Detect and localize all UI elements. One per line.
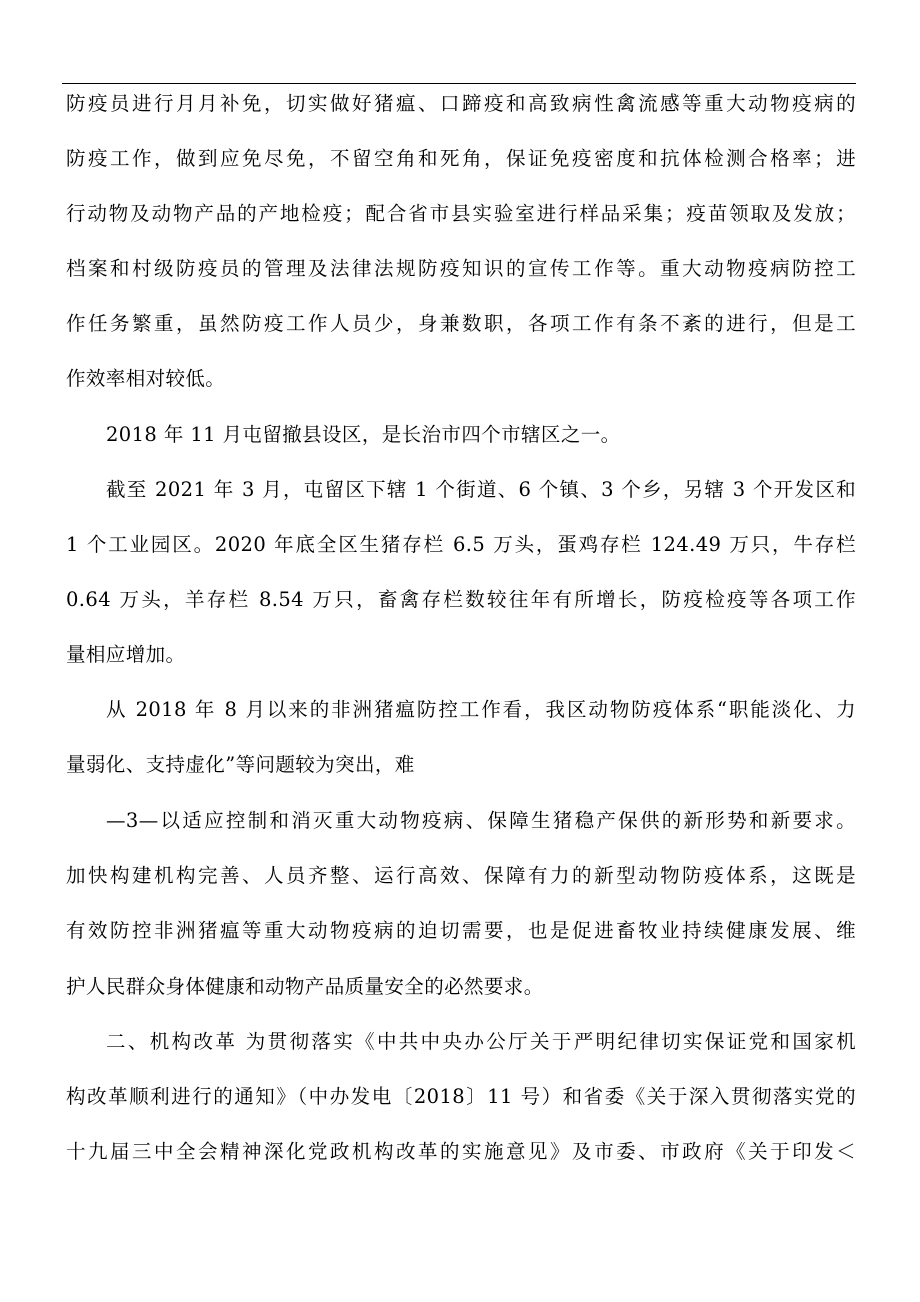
text-line: 截至 2021 年 3 月，屯留区下辖 1 个街道、6 个镇、3 个乡，另辖 3 个开发区和 xyxy=(106,478,856,501)
text-line: 量相应增加。 xyxy=(66,643,186,666)
text-line: 十九届三中全会精神深化党政机构改革的实施意见》及市委、市政府《关于印发＜ xyxy=(66,1140,856,1163)
text-line: 防疫工作，做到应免尽免，不留空角和死角，保证免疫密度和抗体检测合格率；进 xyxy=(66,147,856,170)
text-line: 防疫员进行月月补免，切实做好猪瘟、口蹄疫和高致病性禽流感等重大动物疫病的 xyxy=(66,92,856,115)
text-line: 二、机构改革 为贯彻落实《中共中央办公厅关于严明纪律切实保证党和国家机 xyxy=(106,1030,856,1053)
header-rule xyxy=(62,83,856,84)
text-line: 0.64 万头，羊存栏 8.54 万只，畜禽存栏数较往年有所增长，防疫检疫等各项工作 xyxy=(66,588,856,611)
text-line: 有效防控非洲猪瘟等重大动物疫病的迫切需要，也是促进畜牧业持续健康发展、维 xyxy=(66,919,856,942)
text-line: 行动物及动物产品的产地检疫；配合省市县实验室进行样品采集；疫苗领取及发放； xyxy=(66,202,856,225)
text-line: 从 2018 年 8 月以来的非洲猪瘟防控工作看，我区动物防疫体系“职能淡化、力 xyxy=(106,698,856,721)
text-line: 作任务繁重，虽然防疫工作人员少，身兼数职，各项工作有条不紊的进行，但是工 xyxy=(66,312,856,335)
text-line: 作效率相对较低。 xyxy=(66,367,226,390)
text-line: 档案和村级防疫员的管理及法律法规防疫知识的宣传工作等。重大动物疫病防控工 xyxy=(66,257,856,280)
text-line: 护人民群众身体健康和动物产品质量安全的必然要求。 xyxy=(66,975,544,998)
text-line: 量弱化、支持虚化”等问题较为突出，难 xyxy=(66,753,415,776)
text-line: 加快构建机构完善、人员齐整、运行高效、保障有力的新型动物防疫体系，这既是 xyxy=(66,864,856,887)
text-line: 2018 年 11 月屯留撤县设区，是长治市四个市辖区之一。 xyxy=(106,423,621,446)
text-line: 1 个工业园区。2020 年底全区生猪存栏 6.5 万头，蛋鸡存栏 124.49 万只，牛存栏 xyxy=(66,533,856,556)
text-line: —3—以适应控制和消灭重大动物疫病、保障生猪稳产保供的新形势和新要求。 xyxy=(106,809,856,832)
text-line: 构改革顺利进行的通知》（中办发电〔2018〕11 号）和省委《关于深入贯彻落实党的 xyxy=(66,1085,856,1108)
